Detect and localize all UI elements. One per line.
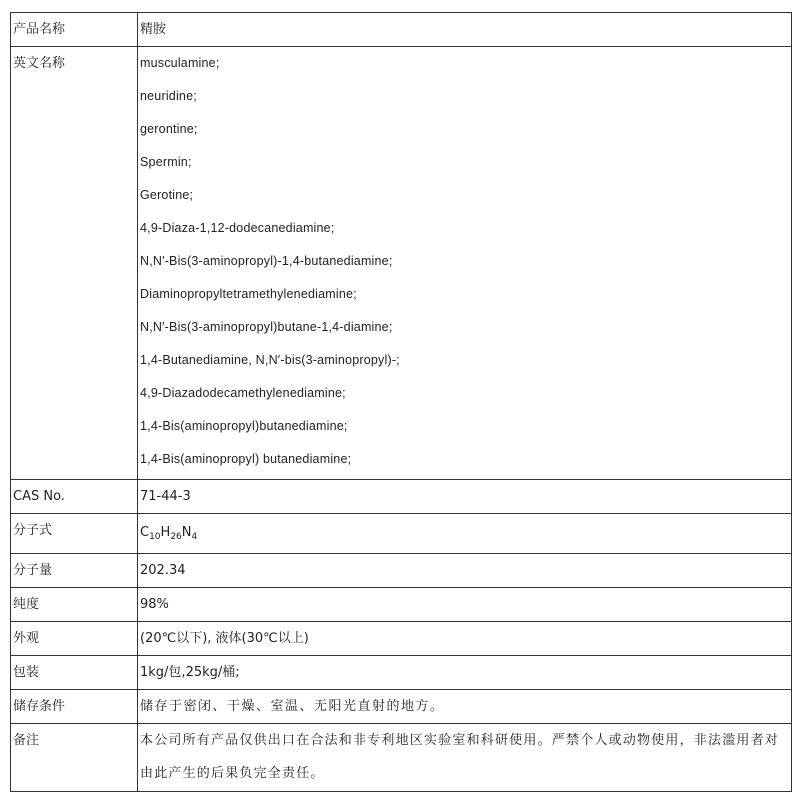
row-storage	[11, 690, 792, 724]
row-purity	[11, 588, 792, 622]
value-english-names	[138, 47, 792, 480]
label-cas: CAS No.	[11, 480, 138, 514]
formula-h-count: 26	[170, 532, 182, 542]
label-english-names: 英文名称	[11, 47, 138, 480]
label-product-name: 产品名称	[11, 13, 138, 47]
english-name-item: musculamine;	[140, 56, 220, 70]
label-packaging: 包装	[11, 656, 138, 690]
english-name-item: gerontine;	[140, 122, 198, 136]
label-formula: 分子式	[11, 514, 138, 554]
english-name-item: Diaminopropyltetramethylenediamine;	[140, 287, 357, 301]
label-notes: 备注	[11, 724, 138, 792]
row-formula	[11, 514, 792, 554]
label-storage: 储存条件	[11, 690, 138, 724]
row-english-names	[11, 47, 792, 480]
row-notes	[11, 724, 792, 792]
english-name-item: neuridine;	[140, 89, 197, 103]
value-purity: 98%	[138, 588, 792, 622]
row-appearance	[11, 622, 792, 656]
english-name-item: N,N′-Bis(3-aminopropyl)-1,4-butanediamine;	[140, 254, 393, 268]
value-mw: 202.34	[138, 554, 792, 588]
english-name-item: N,N′-Bis(3-aminopropyl)butane-1,4-diamine;	[140, 320, 393, 334]
formula-c-count: 10	[149, 532, 161, 542]
row-cas	[11, 480, 792, 514]
value-storage: 储存于密闭、干燥、室温、无阳光直射的地方。	[138, 690, 792, 724]
formula-n: N	[181, 525, 192, 540]
formula-h: H	[160, 525, 171, 540]
english-name-item: Gerotine;	[140, 188, 194, 202]
english-name-item: Spermin;	[140, 155, 192, 169]
value-appearance: (20℃以下), 液体(30℃以上)	[138, 622, 792, 656]
label-appearance: 外观	[11, 622, 138, 656]
row-packaging	[11, 656, 792, 690]
formula-n-count: 4	[191, 532, 198, 542]
value-product-name: 精胺	[138, 13, 792, 47]
english-name-item: 4,9-Diaza-1,12-dodecanediamine;	[140, 221, 335, 235]
english-name-item: 4,9-Diazadodecamethylenediamine;	[140, 386, 346, 400]
english-name-item: 1,4-Bis(aminopropyl)butanediamine;	[140, 419, 348, 433]
label-purity: 纯度	[11, 588, 138, 622]
label-mw: 分子量	[11, 554, 138, 588]
value-notes: 本公司所有产品仅供出口在合法和非专利地区实验室和科研使用。严禁个人或动物使用，非法滥用者对由此产生的后果负完全责任。	[138, 724, 792, 792]
value-cas: 71-44-3	[138, 480, 792, 514]
product-spec-table	[10, 12, 792, 792]
formula-c: C	[140, 525, 150, 540]
english-name-item: 1,4-Bis(aminopropyl) butanediamine;	[140, 452, 352, 466]
value-packaging: 1kg/包,25kg/桶;	[138, 656, 792, 690]
row-mw	[11, 554, 792, 588]
row-product-name	[11, 13, 792, 47]
english-name-item: 1,4-Butanediamine, N,N′-bis(3-aminopropyl)-;	[140, 353, 400, 367]
value-formula	[138, 514, 792, 554]
